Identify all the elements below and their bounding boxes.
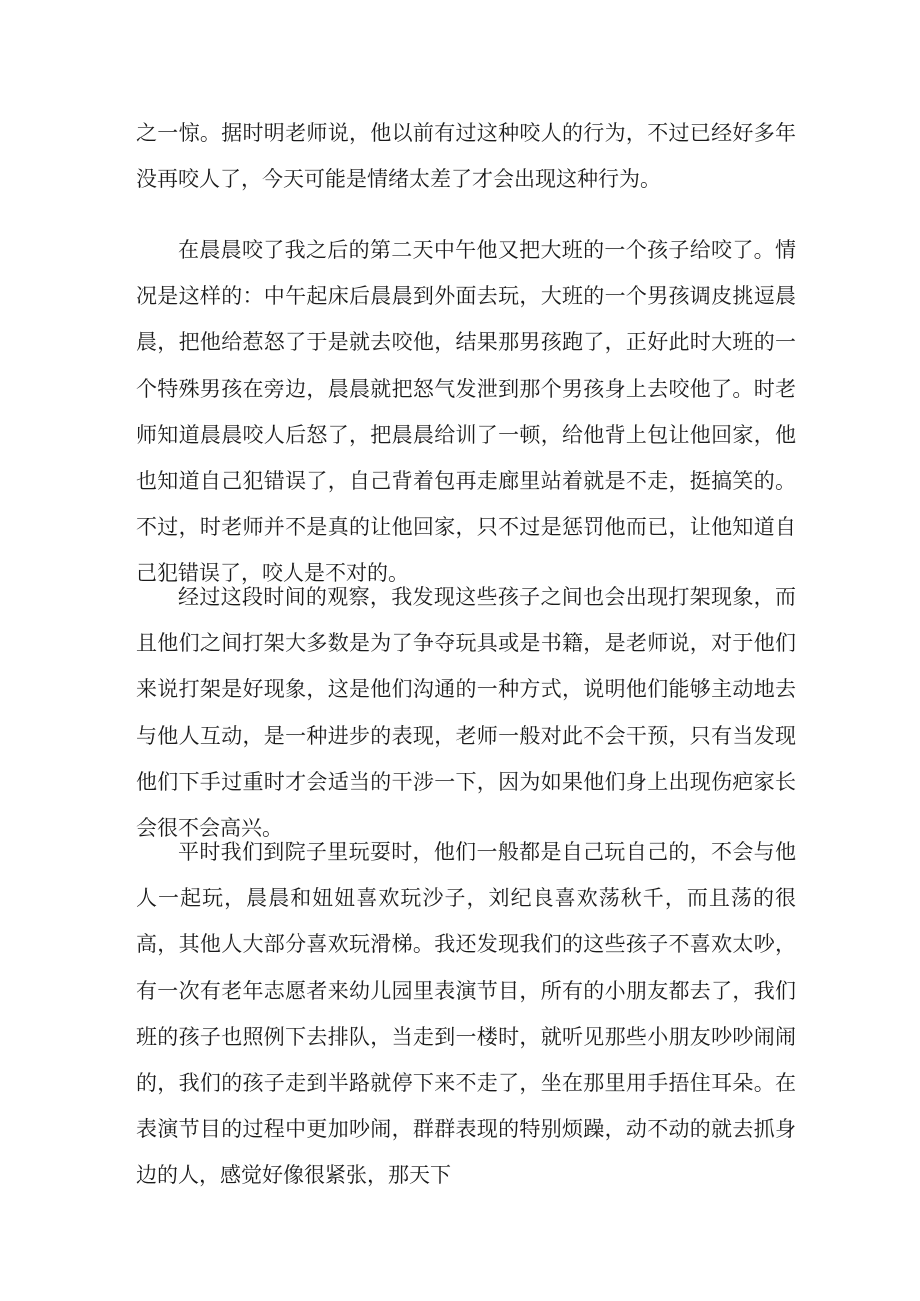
paragraph-biting-incident: 在晨晨咬了我之后的第二天中午他又把大班的一个孩子给咬了。情况是这样的：中午起床后晨晨到外面去玩，大班的一个男孩调皮挑逗晨晨，把他给惹怒了于是就去咬他，结果那男孩跑了，正好此时大班的一个特殊男孩在旁边，晨晨就把怒气发泄到那个男孩身上去咬他了。时老师知道晨晨咬人后怒了，把晨晨给训了一顿，给他背上包让他回家，他也知道自己犯错误了，自己背着包再走廊里站着就是不走，挺搞笑的。不过，时老师并不是真的让他回家，只不过是惩罚他而已，让他知道自己犯错误了，咬人是不对的。 [136, 238, 796, 586]
paragraph-fighting-observation: 经过这段时间的观察，我发现这些孩子之间也会出现打架现象，而且他们之间打架大多数是为了争夺玩具或是书籍，是老师说，对于他们来说打架是好现象，这是他们沟通的一种方式，说明他们能够主动地去与他人互动，是一种进步的表现，老师一般对此不会干预，只有当发现他们下手过重时才会适当的干涉一下，因为如果他们身上出现伤疤家长会很不会高兴。 [136, 585, 796, 841]
paragraph-playground-behavior: 平时我们到院子里玩耍时，他们一般都是自己玩自己的，不会与他人一起玩，晨晨和妞妞喜欢玩沙子，刘纪良喜欢荡秋千，而且荡的很高，其他人大部分喜欢玩滑梯。我还发现我们的这些孩子不喜欢太吵，有一次有老年志愿者来幼儿园里表演节目，所有的小朋友都去了，我们班的孩子也照例下去排队，当走到一楼时，就听见那些小朋友吵吵闹闹的，我们的孩子走到半路就停下来不走了，坐在那里用手捂住耳朵。在表演节目的过程中更加吵闹，群群表现的特别烦躁，动不动的就去抓身边的人，感觉好像很紧张，那天下 [136, 840, 796, 1188]
paragraph-continuation: 之一惊。据时明老师说，他以前有过这种咬人的行为，不过已经好多年没再咬人了，今天可能是情绪太差了才会出现这种行为。 [136, 121, 796, 192]
